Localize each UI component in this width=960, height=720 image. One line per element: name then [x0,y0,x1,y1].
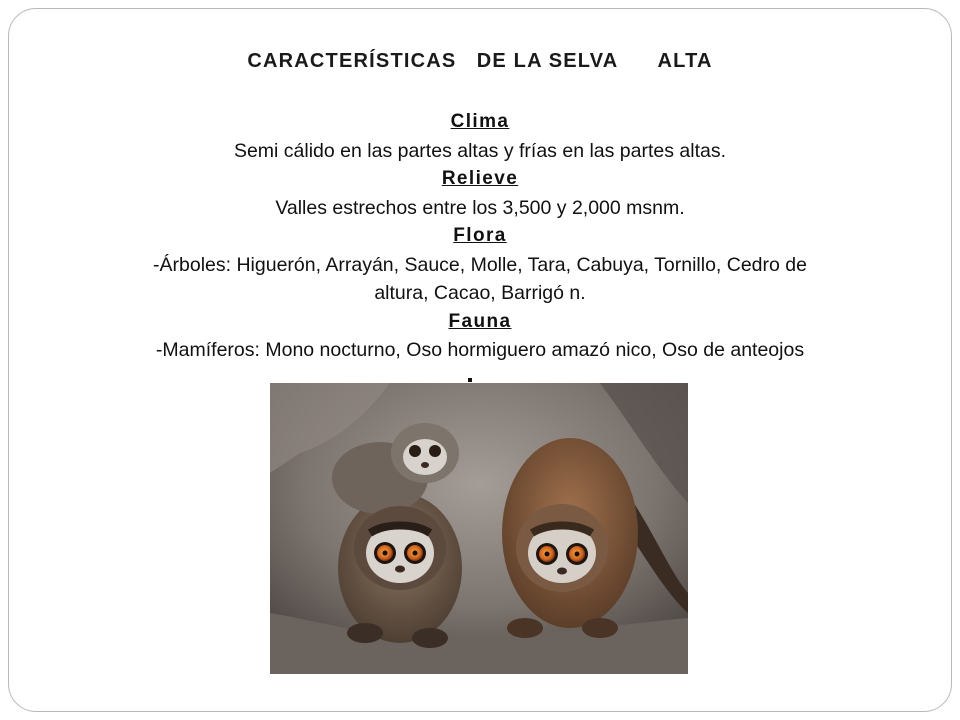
section-heading-relieve: Relieve [441,168,519,189]
owl-monkeys-photo [270,383,688,674]
section-text-clima: Semi cálido en las partes altas y frías en las partes altas. [233,139,727,162]
section-text-flora-1: -Árboles: Higuerón, Arrayán, Sauce, Molle, Tara, Cabuya, Tornillo, Cedro de [153,253,807,276]
section-heading-fauna: Fauna [448,310,512,332]
section-heading-clima: Clima [450,111,510,132]
slide-title: CARACTERÍSTICAS DE LA SELVA ALTA [247,50,713,72]
section-text-relieve: Valles estrechos entre los 3,500 y 2,000 msnm. [275,196,685,219]
slide-body [50,108,910,365]
section-text-flora-2: altura, Cacao, Barrigó n. [374,282,586,304]
owl-monkeys-illustration [270,383,688,674]
section-heading-flora: Flora [453,225,507,246]
section-text-fauna: -Mamíferos: Mono nocturno, Oso hormiguero amazó nico, Oso de anteojos [155,339,805,361]
bullet-dot [468,378,472,382]
